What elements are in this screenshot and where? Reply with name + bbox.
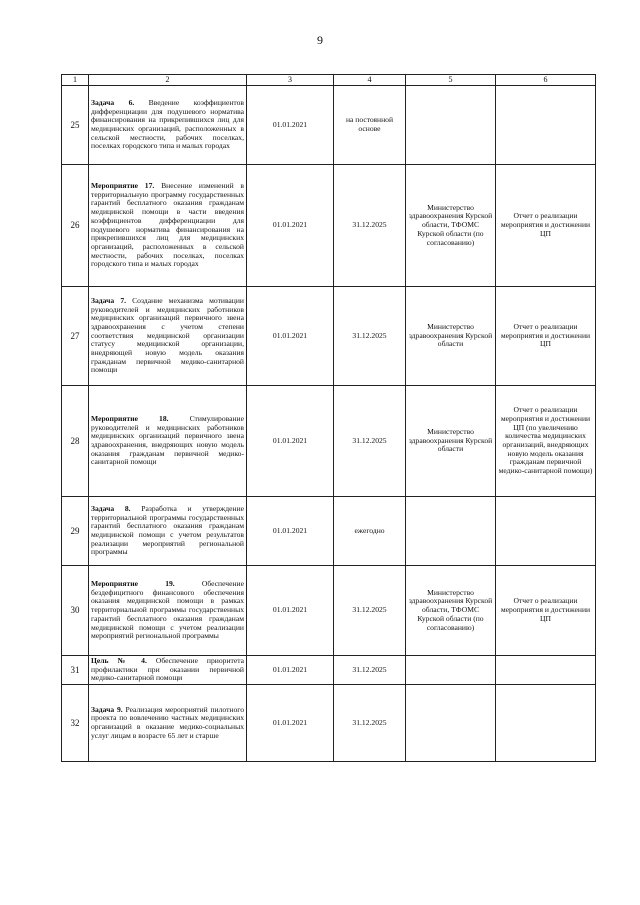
row-number: 28 (62, 386, 89, 497)
row-label: Мероприятие 17. (91, 180, 155, 190)
table-row (62, 386, 596, 497)
row-label: Задача 7. (91, 295, 127, 305)
table-row (62, 566, 596, 656)
row-text: Разработка и утверждение территориальной программы государственных гарантий бесплатного оказания гражданам медицинской помощи с учетом результатов реализации мероприятий региональной программы (91, 503, 244, 557)
row-executor (406, 497, 496, 566)
row-description (89, 656, 247, 685)
row-end-date: 31.12.2025 (334, 656, 406, 685)
row-end-date: 31.12.2025 (334, 287, 406, 386)
row-number: 30 (62, 566, 89, 656)
header-row (62, 75, 596, 86)
row-result: Отчет о реализации мероприятия и достижении ЦП (по увеличению количества медицинских организаций, внедряющих новую модель оказания гражданам первичной медико-санитарной помощи) (496, 386, 596, 497)
row-end-date: ежегодно (334, 497, 406, 566)
row-number: 29 (62, 497, 89, 566)
row-label: Цель № 4. (91, 656, 147, 665)
row-label: Мероприятие 18. (91, 413, 169, 423)
row-text: Введение коэффициентов дифференциации для подушевого норматива финансирования на прикрепившихся лиц для медицинских организаций, расположенных в сельской местности, рабочих поселках, поселках городского типа и малых городах (91, 97, 244, 151)
header-cell: 4 (334, 75, 406, 86)
header-cell: 5 (406, 75, 496, 86)
table-row (62, 685, 596, 762)
header-cell: 1 (62, 75, 89, 86)
row-executor: Министерство здравоохранения Курской области, ТФОМС Курской области (по согласованию) (406, 165, 496, 287)
row-executor: Министерство здравоохранения Курской области (406, 287, 496, 386)
row-label: Задача 8. (91, 503, 131, 513)
row-description (89, 497, 247, 566)
row-result (496, 86, 596, 165)
row-text: Создание механизма мотивации руководителей и медицинских работников медицинских организаций первичного звена здравоохранения с учетом степени соответствия медицинской организации статусу медицинской организации, внедряющей новую модель оказания гражданам первичной медико-санитарной помощи (91, 295, 244, 375)
row-end-date: 31.12.2025 (334, 685, 406, 762)
row-end-date: 31.12.2025 (334, 566, 406, 656)
row-text: Стимулирование руководителей и медицинских работников медицинских организаций первичного звена здравоохранения, внедряющих новую модель оказания гражданам первичной медико-санитарной помощи (91, 413, 244, 467)
row-text: Внесение изменений в территориальную программу государственных гарантий бесплатного оказания гражданам медицинской помощи в части введения коэффициентов дифференциации для подушевого норматива финансирования на прикрепившихся лиц для медицинских организаций, расположенных в сельской местности, рабочих поселках, поселках городского типа и малых городах (91, 180, 244, 269)
row-description (89, 287, 247, 386)
row-start-date: 01.01.2021 (247, 497, 334, 566)
row-result (496, 656, 596, 685)
row-executor: Министерство здравоохранения Курской области (406, 386, 496, 497)
table-row (62, 165, 596, 287)
row-number: 25 (62, 86, 89, 165)
row-start-date: 01.01.2021 (247, 386, 334, 497)
table-row (62, 656, 596, 685)
row-result: Отчет о реализации мероприятия и достижении ЦП (496, 287, 596, 386)
row-text: Обеспечение приоритета профилактики при оказании первичной медико-санитарной помощи (91, 656, 244, 683)
table-row (62, 497, 596, 566)
row-end-date: на постоянной основе (334, 86, 406, 165)
table-row (62, 287, 596, 386)
row-end-date: 31.12.2025 (334, 165, 406, 287)
page-number: 9 (317, 33, 323, 47)
row-label: Задача 6. (91, 97, 135, 107)
row-end-date: 31.12.2025 (334, 386, 406, 497)
activities-table (61, 74, 596, 762)
row-result (496, 685, 596, 762)
row-text: Реализация мероприятий пилотного проекта по вовлечению частных медицинских организаций в оказание медико-социальных услуг лицам в возрасте 65 лет и старше (91, 704, 245, 740)
row-executor (406, 685, 496, 762)
header-cell: 6 (496, 75, 596, 86)
row-description (89, 685, 247, 762)
row-text: Обеспечение бездефицитного финансового обеспечения оказания медицинской помощи в рамках территориальной программы государственных гарантий бесплатного оказания гражданам медицинской помощи с учетом реализации мероприятий региональной программы (91, 579, 244, 641)
row-description (89, 165, 247, 287)
row-executor (406, 86, 496, 165)
header-cell: 3 (247, 75, 334, 86)
row-executor (406, 656, 496, 685)
row-description (89, 566, 247, 656)
header-cell: 2 (89, 75, 247, 86)
row-start-date: 01.01.2021 (247, 86, 334, 165)
row-start-date: 01.01.2021 (247, 566, 334, 656)
row-description (89, 86, 247, 165)
row-executor: Министерство здравоохранения Курской области, ТФОМС Курской области (по согласованию) (406, 566, 496, 656)
row-description (89, 386, 247, 497)
row-number: 26 (62, 165, 89, 287)
row-result: Отчет о реализации мероприятия и достижении ЦП (496, 165, 596, 287)
row-label: Задача 9. (91, 704, 123, 714)
table-row (62, 86, 596, 165)
row-label: Мероприятие 19. (91, 579, 175, 589)
row-start-date: 01.01.2021 (247, 685, 334, 762)
row-number: 27 (62, 287, 89, 386)
row-start-date: 01.01.2021 (247, 165, 334, 287)
row-result (496, 497, 596, 566)
row-result: Отчет о реализации мероприятия и достижении ЦП (496, 566, 596, 656)
row-number: 31 (62, 656, 89, 685)
row-start-date: 01.01.2021 (247, 287, 334, 386)
row-start-date: 01.01.2021 (247, 656, 334, 685)
row-number: 32 (62, 685, 89, 762)
